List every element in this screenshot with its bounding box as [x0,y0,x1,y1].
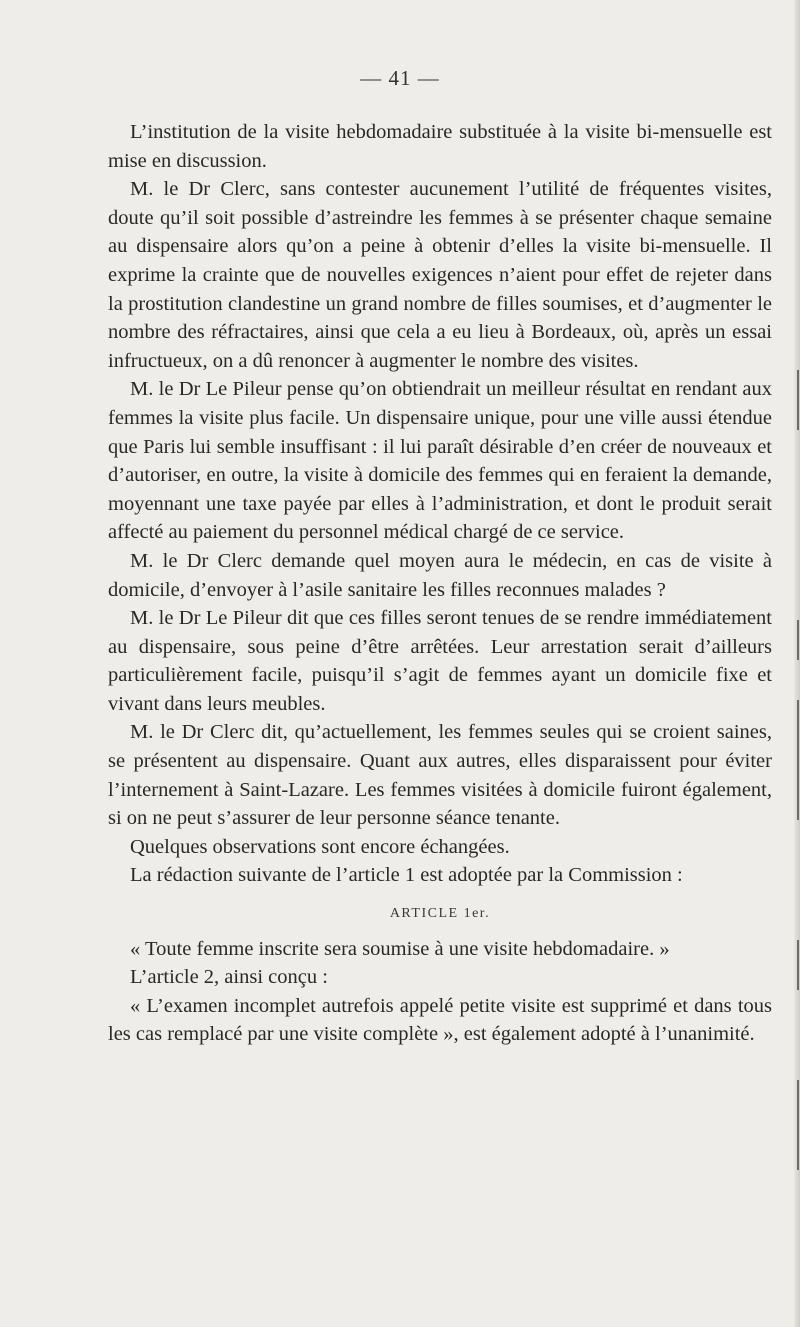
page-edge-mark [797,620,799,660]
paragraph-article-2-intro: L’article 2, ainsi conçu : [130,966,328,989]
paragraph-adoption-intro: La rédaction suivante de l’article 1 est adoptée par la Commission : [130,864,683,887]
paragraph-article-1-text: « Toute femme inscrite sera soumise à une visite hebdomadaire. » [130,937,670,960]
page-number: — 41 — [360,66,440,90]
article-heading: ARTICLE 1er. [389,906,491,922]
body-text [108,118,772,1049]
paragraph-clerc-objection: M. le Dr Clerc, sans contester aucunement l’utilité de fréquentes visites, doute qu’il soit possible d’astreindre les femmes à se présenter chaque semaine au dispensaire alors qu’on a peine à obtenir d’elles la visite bi-mensuelle. Il exprime la crainte que de nouvelles exigences n’aient pour effet de rejeter dans la prostitution clandestine un grand nombre de filles soumises, et d’augmenter le nombre des réfractaires, ainsi que cela a eu lieu à Bordeaux, où, après un essai infructueux, on a dû renoncer à augmenter le nombre des visites. [108,178,772,372]
paragraph-article-2-text: « L’examen incomplet autrefois appelé petite visite est supprimé et dans tous les cas remplacé par une visite complète », est également adopté à l’unanimité. [108,994,772,1046]
paragraph-discussion-intro: L’institution de la visite hebdomadaire substituée à la visite bi-mensuelle est mise en discussion. [108,121,772,172]
page-edge-mark [797,940,799,990]
paragraph-clerc-question: M. le Dr Clerc demande quel moyen aura le médecin, en cas de visite à domicile, d’envoyer à l’asile sanitaire les filles reconnues malades ? [108,549,772,601]
page-edge-mark [797,1080,799,1170]
paragraph-observations: Quelques observations sont encore échangées. [130,835,510,858]
page-edge-mark [797,700,799,820]
paragraph-le-pileur-proposal: M. le Dr Le Pileur pense qu’on obtiendrait un meilleur résultat en rendant aux femmes la visite plus facile. Un dispensaire unique, pour une ville aussi étendue que Paris lui semble insuffisant : il lui paraît désirable d’en créer de nouveaux et d’autoriser, en outre, la visite à domicile des femmes qui en feraient la demande, moyennant une taxe payée par elles à l’administration, et dont le produit serait affecté au paiement du personnel médical chargé de ce service. [108,378,772,544]
paragraph-clerc-reply: M. le Dr Clerc dit, qu’actuellement, les femmes seules qui se croient saines, se présentent au dispensaire. Quant aux autres, elles disparaissent pour éviter l’internement à Saint-Lazare. Les femmes visitées à domicile fuiront également, si on ne peut s’assurer de leur personne séance tenante. [108,721,772,830]
page-edge-mark [797,370,799,430]
paragraph-le-pileur-answer: M. le Dr Le Pileur dit que ces filles seront tenues de se rendre immédiatement au dispensaire, sous peine d’être arrêtées. Leur arrestation serait d’ailleurs particulièrement facile, puisqu’il s’agit de femmes ayant un domicile fixe et vivant dans leurs meubles. [108,607,772,715]
